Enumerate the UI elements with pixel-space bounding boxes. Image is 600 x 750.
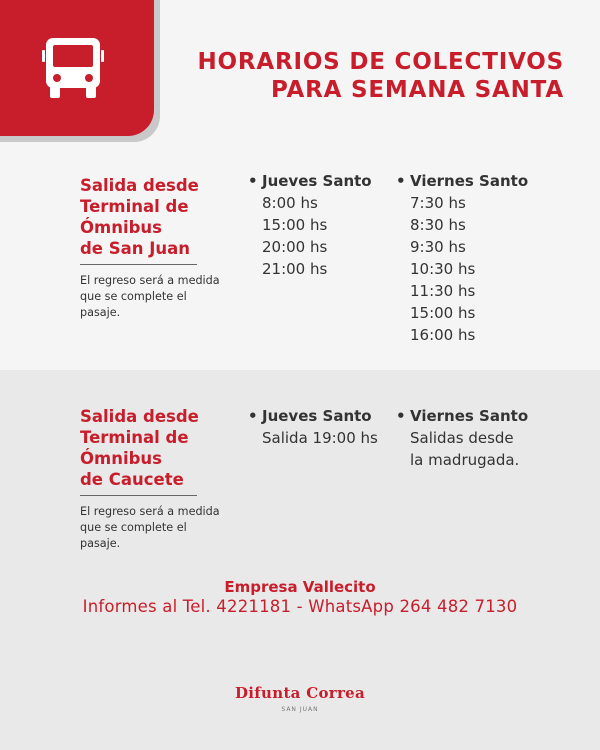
- bus-badge: [0, 0, 154, 136]
- divider: [80, 495, 197, 496]
- bullet-icon: •: [396, 172, 406, 190]
- day-label: Viernes Santo: [410, 172, 529, 190]
- bullet-icon: •: [248, 407, 258, 425]
- title-line-2: PARA SEMANA SANTA: [270, 77, 564, 103]
- origin-heading: [80, 406, 230, 490]
- time-item: 11:30 hs: [410, 282, 476, 300]
- time-item: 20:00 hs: [262, 238, 328, 256]
- brand-logo-subtitle: SAN JUAN: [281, 706, 319, 713]
- day-label: Viernes Santo: [410, 407, 529, 425]
- time-item: 16:00 hs: [410, 326, 476, 344]
- time-item: 21:00 hs: [262, 260, 328, 278]
- note-line: que se complete el pasaje.: [80, 521, 187, 550]
- time-item: 7:30 hs: [410, 194, 466, 212]
- time-item: Salidas desde: [410, 429, 514, 447]
- bullet-icon: •: [248, 172, 258, 190]
- origin-line: Ómnibus: [80, 218, 163, 237]
- origin-line: Ómnibus: [80, 449, 163, 468]
- bus-icon: [42, 36, 104, 100]
- friday-schedule-san-juan: [396, 170, 529, 346]
- contact-info: Informes al Tel. 4221181 - WhatsApp 264 482 7130: [82, 597, 518, 616]
- bullet-icon: •: [396, 407, 406, 425]
- day-label: Jueves Santo: [262, 172, 372, 190]
- origin-line: de Caucete: [80, 470, 184, 489]
- thursday-schedule-san-juan: [248, 170, 372, 280]
- day-heading: [248, 170, 372, 192]
- page-title: [197, 48, 564, 104]
- divider: [80, 264, 197, 265]
- day-heading: [248, 405, 378, 427]
- origin-line: de San Juan: [80, 239, 191, 258]
- origin-line: Terminal de: [80, 197, 189, 216]
- origin-line: Salida desde: [80, 407, 199, 426]
- origin-line: Terminal de: [80, 428, 189, 447]
- return-note: [80, 504, 230, 552]
- time-item: 8:30 hs: [410, 216, 466, 234]
- note-line: que se complete el pasaje.: [80, 290, 187, 319]
- time-item: 8:00 hs: [262, 194, 318, 212]
- origin-heading: [80, 175, 230, 259]
- time-item: 9:30 hs: [410, 238, 466, 256]
- origin-caucete: [80, 406, 230, 552]
- return-note: [80, 273, 230, 321]
- origin-san-juan: [80, 175, 230, 321]
- note-line: El regreso será a medida: [80, 274, 220, 287]
- brand-logo: Difunta Correa: [234, 684, 366, 702]
- time-item: Salida 19:00 hs: [262, 429, 378, 447]
- day-heading: [396, 170, 529, 192]
- day-label: Jueves Santo: [262, 407, 372, 425]
- origin-line: Salida desde: [80, 176, 199, 195]
- friday-schedule-caucete: [396, 405, 529, 471]
- company-name: Empresa Vallecito: [224, 578, 376, 596]
- time-item: 15:00 hs: [410, 304, 476, 322]
- time-item: 10:30 hs: [410, 260, 476, 278]
- day-heading: [396, 405, 529, 427]
- note-line: El regreso será a medida: [80, 505, 220, 518]
- time-item: 15:00 hs: [262, 216, 328, 234]
- thursday-schedule-caucete: [248, 405, 378, 449]
- time-item: la madrugada.: [410, 451, 520, 469]
- title-line-1: HORARIOS DE COLECTIVOS: [197, 49, 564, 75]
